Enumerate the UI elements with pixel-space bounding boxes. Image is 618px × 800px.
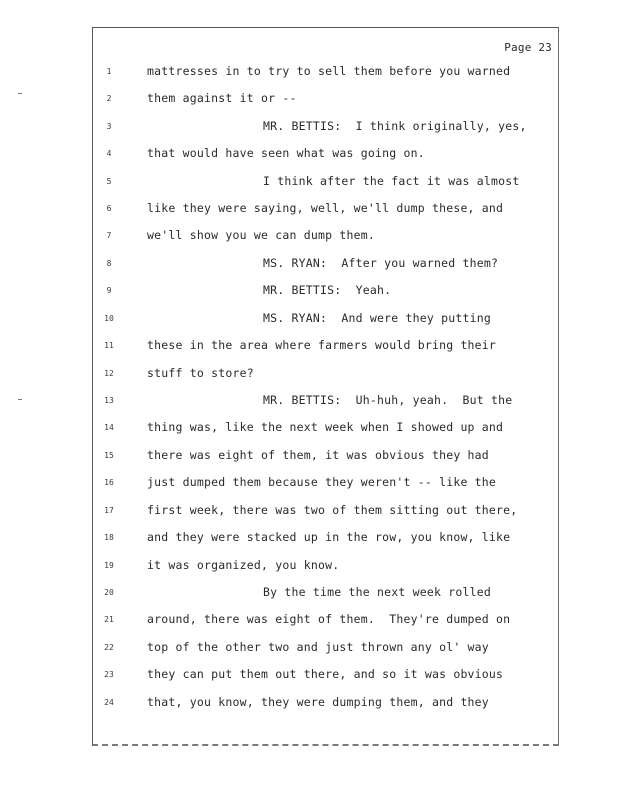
transcript-line xyxy=(93,91,560,109)
line-text: that would have seen what was going on. xyxy=(147,146,425,160)
line-text: around, there was eight of them. They're dumped on xyxy=(147,612,511,626)
transcript-line xyxy=(93,612,560,630)
line-text: mattresses in to try to sell them before you warned xyxy=(147,64,511,78)
line-number: 11 xyxy=(104,341,114,350)
transcript-line xyxy=(93,667,560,685)
line-text: they can put them out there, and so it was obvious xyxy=(147,667,504,681)
transcript-line xyxy=(93,503,560,521)
line-number: 18 xyxy=(104,533,114,542)
line-number: 2 xyxy=(106,94,112,103)
line-text: stuff to store? xyxy=(147,366,254,380)
transcript-line xyxy=(93,119,560,137)
transcript-line xyxy=(93,420,560,438)
transcript-line xyxy=(93,530,560,548)
transcript-line xyxy=(93,585,560,603)
line-number: 5 xyxy=(106,177,112,186)
line-number: 12 xyxy=(104,369,114,378)
page-number: Page 23 xyxy=(504,41,552,54)
transcript-line xyxy=(93,475,560,493)
line-text: there was eight of them, it was obvious they had xyxy=(147,448,489,462)
line-number: 8 xyxy=(106,259,112,268)
line-number: 15 xyxy=(104,451,114,460)
line-text: By the time the next week rolled xyxy=(263,585,491,599)
transcript-line xyxy=(93,448,560,466)
line-text: just dumped them because they weren't -- like the xyxy=(147,475,497,489)
line-text: them against it or -- xyxy=(147,91,297,105)
line-text: thing was, like the next week when I showed up and xyxy=(147,420,504,434)
transcript-line xyxy=(93,640,560,658)
transcript-line xyxy=(93,558,560,576)
line-number: 24 xyxy=(104,698,114,707)
line-number: 20 xyxy=(104,588,114,597)
transcript-line xyxy=(93,311,560,329)
line-text: and they were stacked up in the row, you know, like xyxy=(147,530,511,544)
line-number: 13 xyxy=(104,396,114,405)
transcript-line xyxy=(93,146,560,164)
line-text: like they were saying, well, we'll dump these, and xyxy=(147,201,504,215)
line-number: 17 xyxy=(104,506,114,515)
line-text: first week, there was two of them sitting out there, xyxy=(147,503,518,517)
line-text: these in the area where farmers would bring their xyxy=(147,338,497,352)
line-text: MR. BETTIS: I think originally, yes, xyxy=(263,119,527,133)
line-text: MR. BETTIS: Uh-huh, yeah. But the xyxy=(263,393,513,407)
line-text: top of the other two and just thrown any ol' way xyxy=(147,640,489,654)
transcript-line xyxy=(93,695,560,713)
line-number: 16 xyxy=(104,478,114,487)
transcript-line xyxy=(93,228,560,246)
transcript-line xyxy=(93,174,560,192)
line-number: 19 xyxy=(104,561,114,570)
line-number: 6 xyxy=(106,204,112,213)
line-text: MS. RYAN: And were they putting xyxy=(263,311,491,325)
line-number: 7 xyxy=(106,231,112,240)
scan-mark xyxy=(18,399,22,400)
transcript-line xyxy=(93,201,560,219)
transcript-line xyxy=(93,366,560,384)
line-number: 10 xyxy=(104,314,114,323)
line-number: 9 xyxy=(106,286,112,295)
transcript-line xyxy=(93,393,560,411)
line-number: 22 xyxy=(104,643,114,652)
line-number: 1 xyxy=(106,67,112,76)
line-number: 21 xyxy=(104,615,114,624)
transcript-line xyxy=(93,338,560,356)
scan-mark xyxy=(18,93,22,94)
transcript-line xyxy=(93,256,560,274)
transcript-page xyxy=(92,27,559,746)
line-number: 4 xyxy=(106,149,112,158)
transcript-line xyxy=(93,64,560,82)
line-number: 14 xyxy=(104,423,114,432)
transcript-line xyxy=(93,283,560,301)
line-text: I think after the fact it was almost xyxy=(263,174,520,188)
line-text: we'll show you we can dump them. xyxy=(147,228,375,242)
line-number: 23 xyxy=(104,670,114,679)
line-number: 3 xyxy=(106,122,112,131)
line-text: it was organized, you know. xyxy=(147,558,340,572)
line-text: MS. RYAN: After you warned them? xyxy=(263,256,499,270)
line-text: that, you know, they were dumping them, and they xyxy=(147,695,489,709)
line-text: MR. BETTIS: Yeah. xyxy=(263,283,392,297)
